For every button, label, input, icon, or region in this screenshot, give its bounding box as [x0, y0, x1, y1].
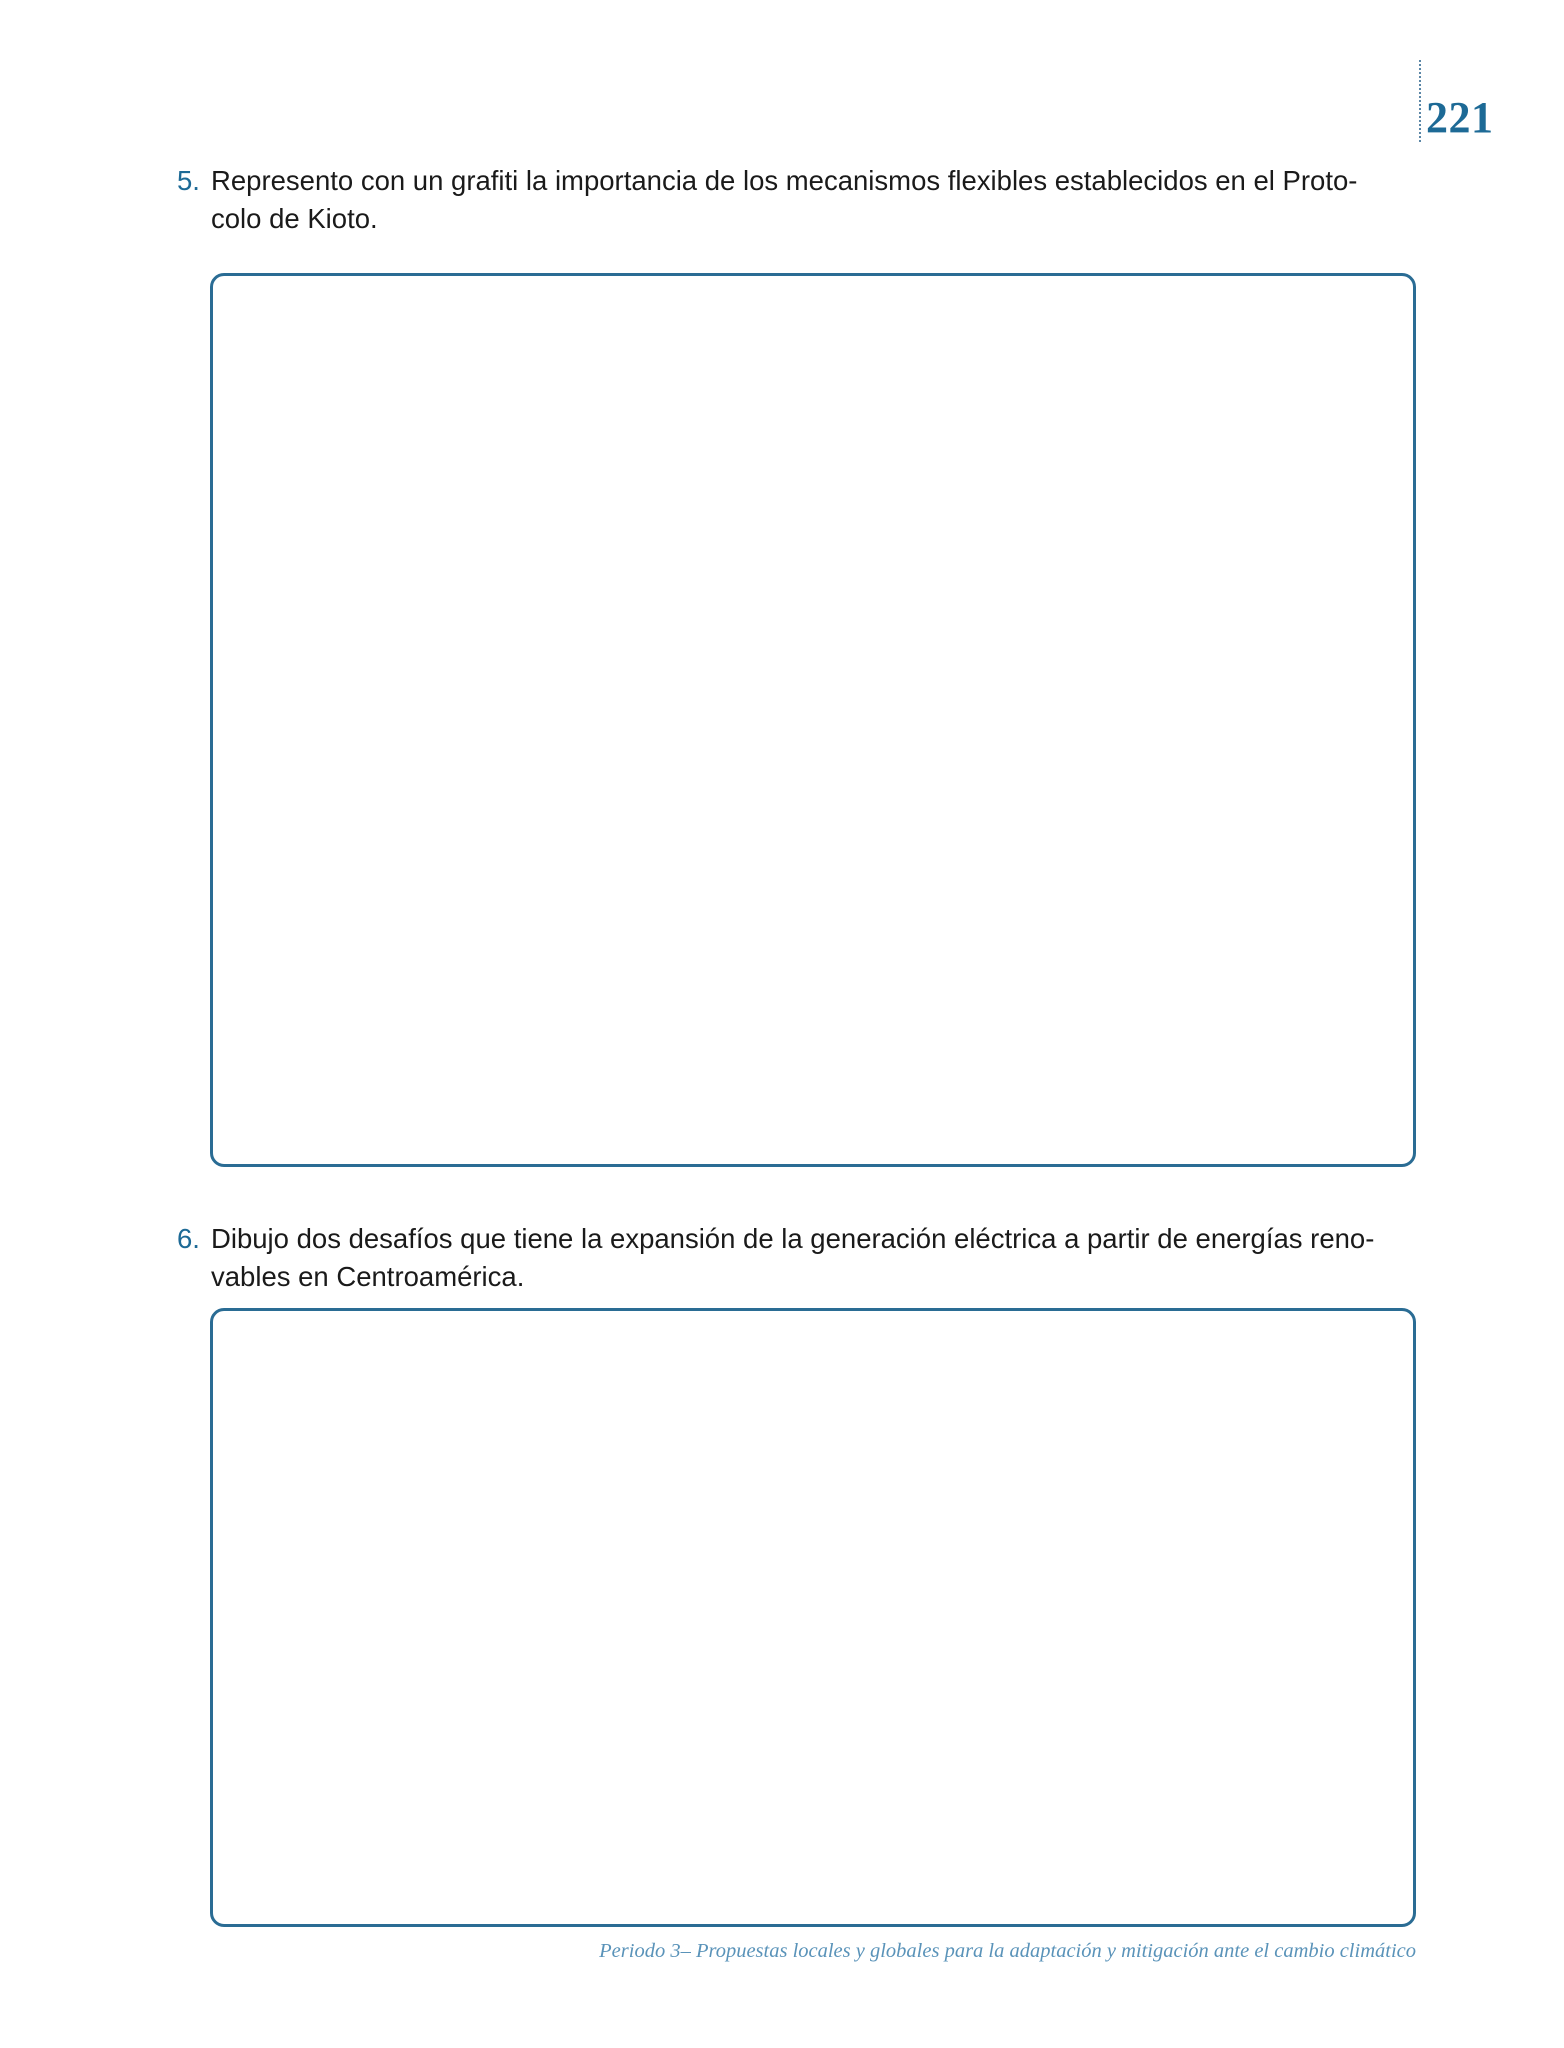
question-6-number: 6. [177, 1223, 200, 1254]
question-5-number: 5. [177, 165, 200, 196]
page-number-divider [1419, 60, 1421, 142]
question-6-text-line-1: Dibujo dos desafíos que tiene la expansión de la generación eléctrica a partir de energías reno- [211, 1223, 1375, 1254]
question-5-drawing-area[interactable] [210, 273, 1416, 1167]
question-5 [177, 162, 1427, 238]
question-6 [177, 1220, 1427, 1296]
question-5-text-line-2: colo de Kioto. [211, 203, 378, 234]
question-6-text-line-2: vables en Centroamérica. [211, 1261, 525, 1292]
page-number: 221 [1426, 93, 1494, 142]
question-6-drawing-area[interactable] [210, 1308, 1416, 1927]
question-5-text-line-1: Represento con un grafiti la importancia de los mecanismos flexibles establecidos en el Proto- [211, 165, 1358, 196]
page-footer: Periodo 3– Propuestas locales y globales para la adaptación y mitigación ante el cambio climático [599, 1940, 1416, 1962]
